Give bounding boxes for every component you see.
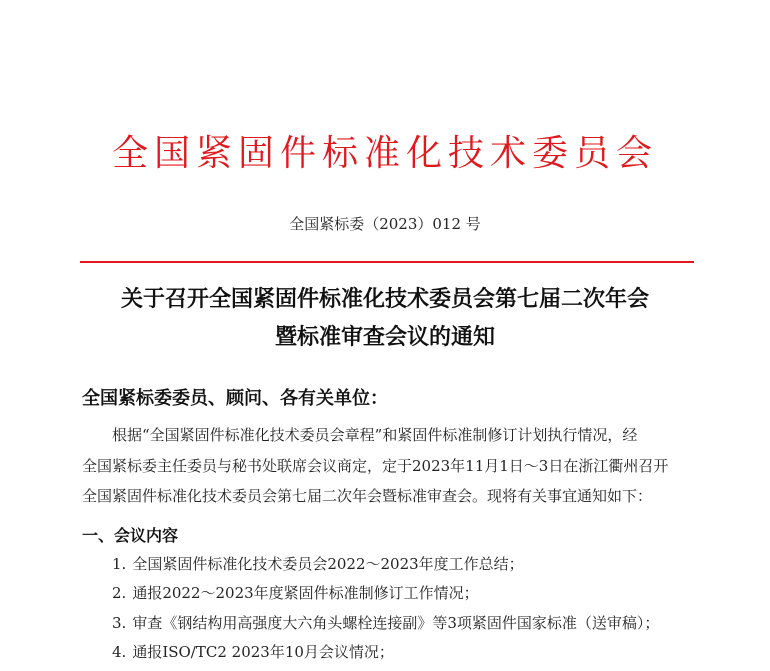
list-item-number: 2.	[112, 584, 127, 602]
list-item-text: 审查《钢结构用高强度大六角头螺栓连接副》等3项紧固件国家标准（送审稿）；	[132, 614, 660, 632]
intro-paragraph-line: 全国紧标委主任委员与秘书处联席会议商定，定于2023年11月1日～3日在浙江衢州召开	[82, 457, 669, 475]
list-item-text: 全国紧固件标准化技术委员会2022～2023年度工作总结；	[132, 555, 524, 573]
list-item	[112, 641, 394, 663]
list-item	[112, 553, 524, 575]
intro-paragraph-line: 根据“全国紧固件标准化技术委员会章程”和紧固件标准制修订计划执行情况，经	[112, 426, 638, 444]
section-heading: 一、会议内容	[82, 526, 179, 545]
organization-header: 全国紧固件标准化技术委员会	[111, 133, 658, 174]
header-divider	[80, 261, 694, 263]
notice-title-line-1: 关于召开全国紧固件标准化技术委员会第七届二次年会	[120, 286, 649, 312]
list-item-text: 通报ISO/TC2 2023年10月会议情况；	[132, 643, 394, 661]
list-item	[112, 582, 479, 604]
notice-title-line-2: 暨标准审查会议的通知	[274, 324, 495, 350]
list-item-number: 4.	[112, 643, 127, 661]
salutation: 全国紧标委委员、顾问、各有关单位：	[82, 388, 388, 409]
list-item-number: 3.	[112, 614, 127, 632]
list-item	[112, 612, 659, 634]
intro-paragraph-line: 全国紧固件标准化技术委员会第七届二次年会暨标准审查会。现将有关事宜通知如下：	[82, 487, 653, 505]
document-number: 全国紧标委（2023）012 号	[289, 215, 481, 233]
list-item-number: 1.	[112, 555, 127, 573]
list-item-text: 通报2022～2023年度紧固件标准制修订工作情况；	[132, 584, 479, 602]
